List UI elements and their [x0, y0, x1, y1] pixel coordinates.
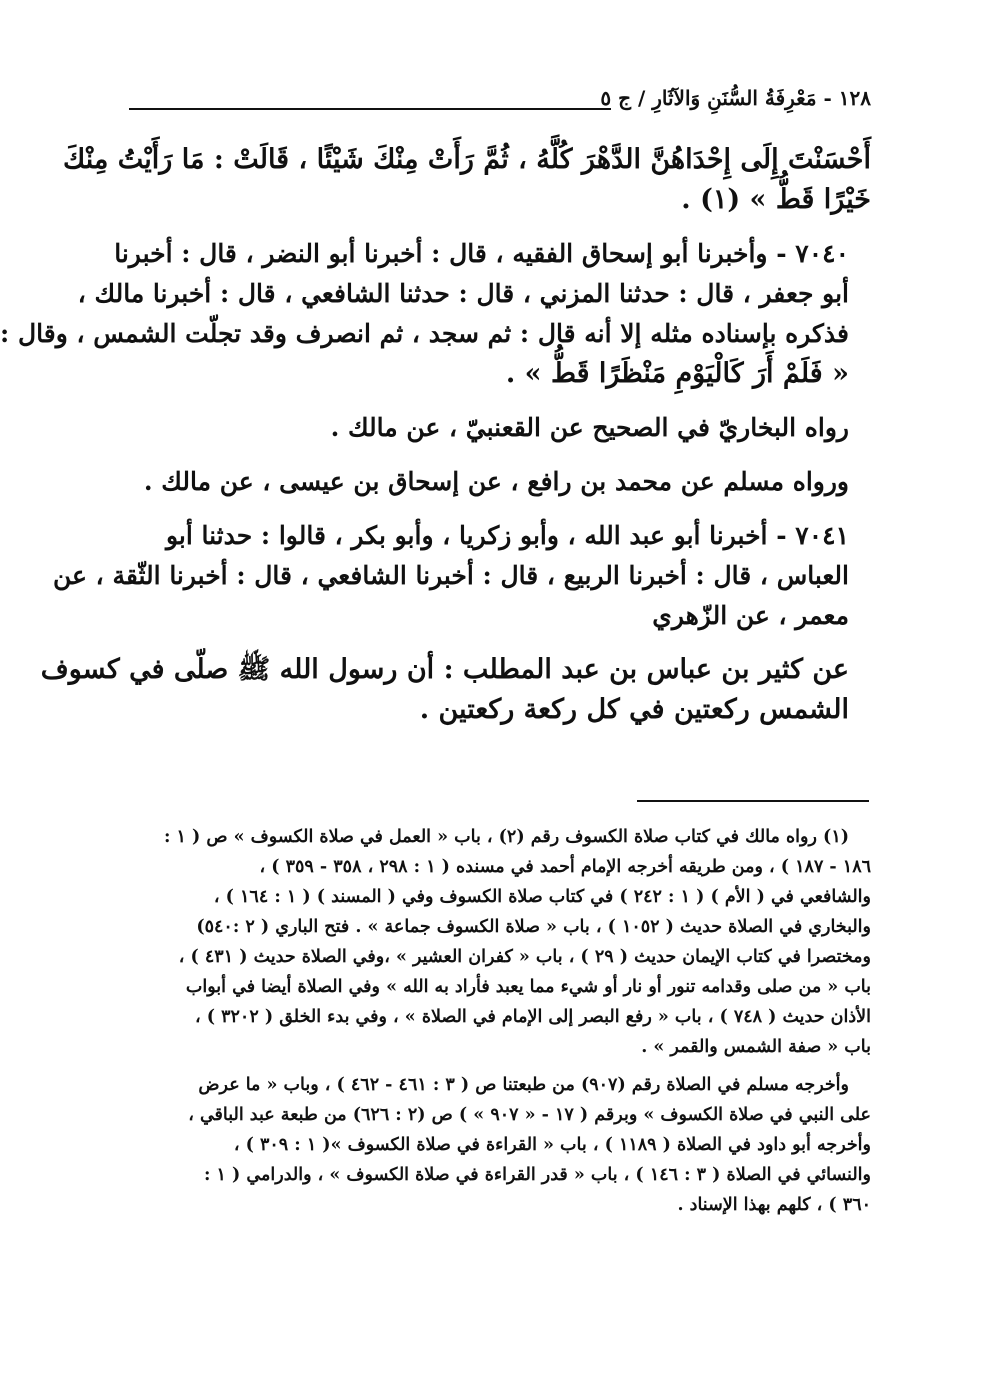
text-line: الشمس ركعتين في كل ركعة ركعتين . — [419, 694, 849, 725]
footnote-line: ١٨٦ - ١٨٧ ) ، ومن طريقه أخرجه الإمام أحمد في مسنده ( ١ : ٢٩٨ ، ٣٥٨ - ٣٥٩ ) ، — [259, 857, 871, 877]
text-line: ٧٠٤٠ - وأخبرنا أبو إسحاق الفقيه ، قال : أخبرنا أبو النضر ، قال : أخبرنا — [114, 239, 849, 268]
hadith-7040 — [0, 234, 871, 394]
footnote-line: الأذان حديث ( ٧٤٨ ) ، باب « رفع البصر إلى الإمام في الصلاة » ، وفي بدء الخلق ( ٣٢٠٢ ) ، — [195, 1007, 871, 1027]
hadith-text — [40, 650, 871, 730]
text-line: ورواه مسلم عن محمد بن رافع ، عن إسحاق بن عيسى ، عن مالك . — [143, 467, 849, 496]
header-rule — [129, 108, 611, 110]
running-title: ١٢٨ - مَعْرِفَةُ السُّنَنِ وَالآثَارِ / ج ٥ — [600, 86, 871, 110]
footnote-line: ٣٦٠ ) ، كلهم بهذا الإسناد . — [677, 1195, 871, 1215]
footnote-line: وأخرجه أبو داود في الصلاة ( ١١٨٩ ) ، باب « القراءة في صلاة الكسوف »( ١ : ٣٠٩ ) ، — [233, 1135, 871, 1155]
footnote-1 — [129, 822, 871, 1062]
text-line: خَيْرًا قَطُّ » (١) . — [681, 184, 871, 215]
paragraph-continuation — [63, 140, 871, 220]
text-line: ٧٠٤١ - أخبرنا أبو عبد الله ، وأبو زكريا ، وأبو بكر ، قالوا : حدثنا أبو — [166, 521, 849, 550]
footnote-line: (١) رواه مالك في كتاب صلاة الكسوف رقم (٢) ، باب « العمل في صلاة الكسوف » ص ( ١ : — [163, 827, 849, 847]
text-line: « فَلَمْ أَرَ كَالْيَوْمِ مَنْظَرًا قَطُّ » . — [505, 358, 849, 389]
footnote-line: والشافعي في ( الأم ) ( ١ : ٢٤٢ ) في كتاب صلاة الكسوف وفي ( المسند ) ( ١ : ١٦٤ ) ، — [213, 887, 871, 907]
footnote-line: على النبي في صلاة الكسوف » وبرقم ( ١٧ - « ٩٠٧ » ) ص (٢ : ٦٢٦) من طبعة عبد الباقي ، — [188, 1105, 871, 1125]
footnote-line: ومختصرا في كتاب الإيمان حديث ( ٢٩ ) ، باب « كفران العشير » ،وفي الصلاة حديث ( ٤٣١ ) ، — [178, 947, 871, 967]
footnote-line: باب « صفة الشمس والقمر » . — [641, 1037, 871, 1057]
footnote-separator — [637, 800, 869, 802]
text-line: فذكره بإسناده مثله إلا أنه قال : ثم سجد ، ثم انصرف وقد تجلّت الشمس ، وقال : — [0, 319, 849, 348]
text-line: أبو جعفر ، قال : حدثنا المزني ، قال : حدثنا الشافعي ، قال : أخبرنا مالك ، — [77, 279, 849, 308]
text-line: معمر ، عن الزّهري — [652, 601, 849, 630]
narration-bukhari — [129, 408, 871, 448]
footnote-line: باب « من صلى وقدامه تنور أو نار أو شيء مما يعبد فأراد به الله » وفي الصلاة أيضا في أبواب — [185, 977, 871, 997]
main-text — [0, 140, 871, 744]
text-line: رواه البخاريّ في الصحيح عن القعنبيّ ، عن مالك . — [330, 413, 849, 442]
footnote-line: وأخرجه مسلم في الصلاة رقم (٩٠٧) من طبعتنا ص ( ٣ : ٤٦١ - ٤٦٢ ) ، وباب « ما عرض — [198, 1075, 849, 1095]
hadith-7041 — [53, 516, 871, 636]
footnote-line: والنسائي في الصلاة ( ٣ : ١٤٦ ) ، باب « قدر القراءة في صلاة الكسوف » ، والدرامي ( ١ : — [203, 1165, 871, 1185]
text-line: عن كثير بن عباس بن عبد المطلب : أن رسول الله ﷺ صلّى في كسوف — [40, 654, 849, 685]
footnotes — [129, 822, 871, 1228]
footnote-line: والبخاري في الصلاة حديث ( ١٠٥٢ ) ، باب « صلاة الكسوف جماعة » . فتح الباري ( ٢ :٥٤٠) — [196, 917, 871, 937]
page-header — [129, 86, 871, 126]
footnote-1-continued — [129, 1070, 871, 1220]
text-line: العباس ، قال : أخبرنا الربيع ، قال : أخبرنا الشافعي ، قال : أخبرنا الثّقة ، عن — [53, 561, 849, 590]
narration-muslim — [129, 462, 871, 502]
text-line: أَحْسَنْتَ إِلَى إِحْدَاهُنَّ الدَّهْرَ كُلَّهُ ، ثُمَّ رَأَتْ مِنْكَ شَيْئًا ، قَالَتْ : مَا رَأَيْتُ مِنْكَ — [63, 144, 871, 175]
